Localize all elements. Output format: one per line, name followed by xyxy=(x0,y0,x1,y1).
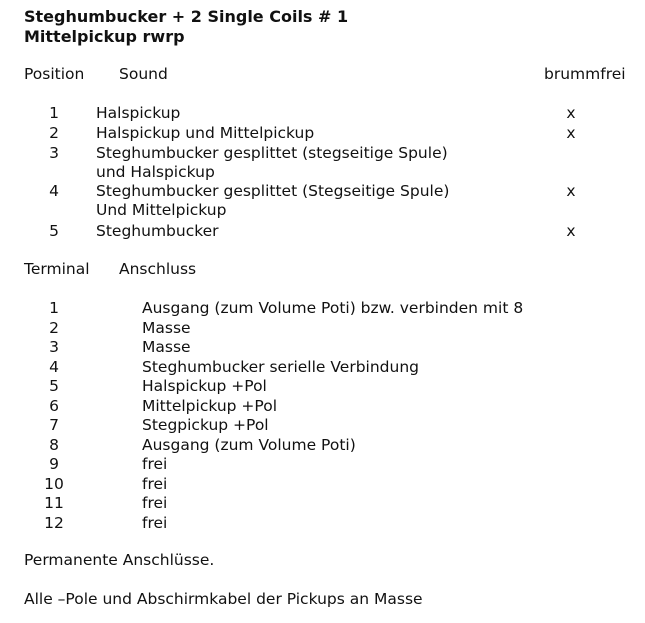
terminal-number: 2 xyxy=(49,318,59,337)
position-number: 1 xyxy=(49,104,59,122)
connection-text: Mittelpickup +Pol xyxy=(142,396,278,415)
position-number: 4 xyxy=(49,182,59,200)
sound-text-continued: Und Mittelpickup xyxy=(96,201,227,219)
sound-text: Steghumbucker gesplittet (stegseitige Spule) xyxy=(96,144,448,162)
position-number: 3 xyxy=(49,144,59,162)
terminal-number: 11 xyxy=(44,494,64,512)
terminal-header: Terminal xyxy=(24,260,90,278)
document-title: Steghumbucker + 2 Single Coils # 1 xyxy=(24,7,349,26)
sound-text: Halspickup xyxy=(96,104,181,122)
terminal-number: 9 xyxy=(49,455,59,473)
sound-text: Halspickup und Mittelpickup xyxy=(96,124,315,142)
terminal-number: 8 xyxy=(49,435,59,454)
terminal-number: 3 xyxy=(49,338,59,356)
position-number: 5 xyxy=(49,222,59,240)
document-subtitle: Mittelpickup rwrp xyxy=(24,27,185,46)
permanent-connections-label: Permanente Anschlüsse. xyxy=(24,551,215,569)
position-number: 2 xyxy=(49,124,59,142)
connection-text: frei xyxy=(142,494,168,512)
humfree-mark: x xyxy=(566,104,576,122)
sound-text: Steghumbucker gesplittet (Stegseitige Spule) xyxy=(96,182,450,200)
humfree-mark: x xyxy=(566,222,576,240)
position-header: Position xyxy=(24,65,85,83)
sound-text-continued: und Halspickup xyxy=(96,163,215,181)
terminal-number: 12 xyxy=(44,513,64,532)
sound-text: Steghumbucker xyxy=(96,222,219,240)
humfree-header: brummfrei xyxy=(544,65,626,83)
sound-header: Sound xyxy=(119,65,168,83)
terminal-number: 6 xyxy=(49,396,59,415)
connection-text: Masse xyxy=(142,338,191,356)
terminal-number: 5 xyxy=(49,377,59,395)
connection-text: Ausgang (zum Volume Poti) xyxy=(142,435,356,454)
connection-text: frei xyxy=(142,513,168,532)
connection-text: frei xyxy=(142,455,168,473)
connection-text: Stegpickup +Pol xyxy=(142,416,269,434)
connection-header: Anschluss xyxy=(119,260,197,278)
terminal-number: 1 xyxy=(49,299,59,317)
ground-note: Alle –Pole und Abschirmkabel der Pickups an Masse xyxy=(24,590,423,608)
terminal-number: 7 xyxy=(49,416,59,434)
connection-text: Masse xyxy=(142,318,191,337)
terminal-number: 10 xyxy=(44,474,64,493)
connection-text: Halspickup +Pol xyxy=(142,377,267,395)
connection-text: Steghumbucker serielle Verbindung xyxy=(142,357,419,376)
humfree-mark: x xyxy=(566,124,576,142)
connection-text: Ausgang (zum Volume Poti) bzw. verbinden mit 8 xyxy=(142,299,524,317)
connection-text: frei xyxy=(142,474,168,493)
humfree-mark: x xyxy=(566,182,576,200)
terminal-number: 4 xyxy=(49,357,59,376)
